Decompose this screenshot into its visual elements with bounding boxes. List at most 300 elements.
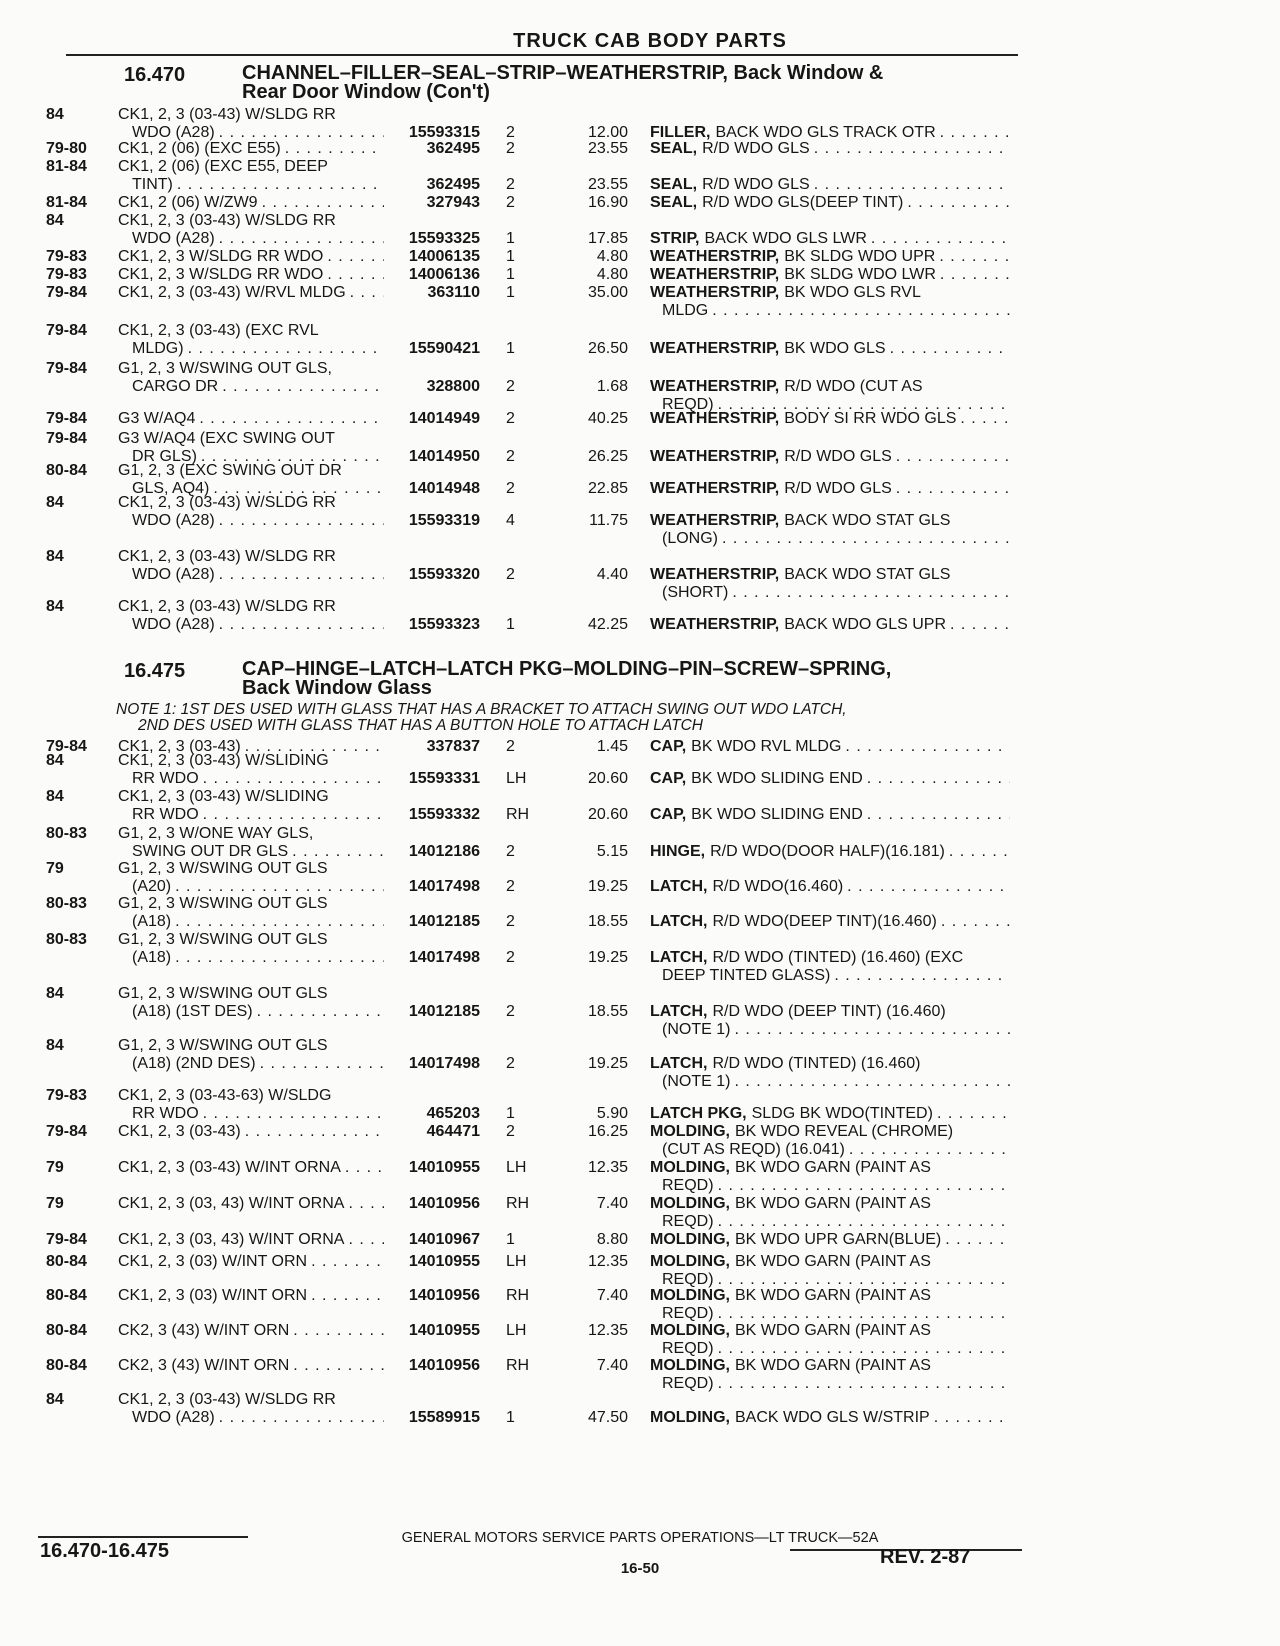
part-name-noun: SEAL,: [650, 176, 698, 193]
part-name-text: (LONG): [662, 530, 718, 547]
part-name-noun: WEATHERSTRIP,: [650, 448, 780, 465]
quantity: 1: [506, 248, 515, 265]
quantity: 1: [506, 1409, 515, 1426]
part-name-noun: MOLDING,: [650, 1231, 730, 1248]
section-number: 16.475: [124, 660, 186, 682]
price: 26.50: [587, 340, 628, 357]
part-name: [650, 248, 1010, 266]
desc-text: MLDG): [132, 340, 184, 357]
name-line: [650, 1253, 1010, 1271]
footer-section-range: 16.470-16.475: [40, 1540, 170, 1562]
leader-dots: [939, 248, 1010, 266]
desc-line: [118, 322, 384, 340]
leader-dots: [814, 140, 1010, 158]
leader-dots: [734, 1021, 1010, 1039]
desc-text: G1, 2, 3 W/SWING OUT GLS: [118, 895, 328, 912]
model-description: [118, 860, 384, 896]
leader-dots: [203, 1105, 384, 1123]
desc-line: [118, 158, 384, 176]
quantity: RH: [506, 806, 530, 823]
desc-line: [118, 843, 384, 861]
quantity: LH: [506, 1253, 527, 1270]
name-line: [650, 949, 1010, 967]
part-name: [650, 1105, 1010, 1123]
name-line: [650, 566, 1010, 584]
leader-dots: [845, 738, 1010, 756]
name-line: [650, 806, 1010, 824]
name-line: [650, 1287, 1010, 1305]
part-name: [650, 1253, 1010, 1289]
section-title-line: Back Window Glass: [242, 677, 432, 699]
part-name-text: MLDG: [662, 302, 709, 319]
price: 40.25: [587, 410, 628, 427]
name-line: [650, 843, 1010, 861]
name-line: [650, 378, 1010, 396]
model-description: [118, 1087, 384, 1123]
leader-dots: [293, 1322, 384, 1340]
part-number: 363110: [427, 284, 480, 301]
part-name-text: BK WDO GARN (PAINT AS: [735, 1253, 931, 1270]
name-line: [650, 1055, 1010, 1073]
model-description: [118, 825, 384, 861]
part-name: [650, 284, 1010, 320]
desc-text: CK1, 2, 3 (03) W/INT ORN: [118, 1253, 308, 1270]
model-description: [118, 1159, 384, 1177]
model-description: [118, 788, 384, 824]
model-year: 79-84: [46, 360, 87, 377]
part-name-text: R/D WDO (CUT AS: [784, 378, 923, 395]
leader-dots: [734, 1073, 1010, 1091]
desc-text: RR WDO: [132, 1105, 199, 1122]
part-number: 464471: [426, 1123, 480, 1140]
price: 12.35: [587, 1322, 628, 1339]
leader-dots: [311, 1253, 384, 1271]
part-number: 14017498: [408, 1055, 480, 1072]
part-name-text: BK WDO UPR GARN(BLUE): [735, 1231, 942, 1248]
part-number: 14014948: [408, 480, 480, 497]
part-name-text: R/D WDO (DEEP TINT) (16.460): [712, 1003, 946, 1020]
desc-line: [118, 598, 384, 616]
part-number: 14010955: [408, 1253, 480, 1270]
model-description: [118, 106, 384, 142]
part-number: 15593319: [408, 512, 480, 529]
name-line: [650, 340, 1010, 358]
leader-dots: [188, 340, 384, 358]
desc-text: CK1, 2, 3 W/SLDG RR WDO: [118, 266, 324, 283]
desc-line: [118, 230, 384, 248]
price: 19.25: [587, 878, 628, 895]
leader-dots: [890, 340, 1010, 358]
name-line: [650, 176, 1010, 194]
part-name-text: REQD): [662, 1213, 714, 1230]
part-number: 362495: [426, 140, 480, 157]
leader-dots: [718, 1177, 1010, 1195]
name-line: [650, 1123, 1010, 1141]
part-name-noun: LATCH,: [650, 1055, 708, 1072]
price: 5.90: [596, 1105, 628, 1122]
leader-dots: [199, 410, 384, 428]
desc-line: [118, 1055, 384, 1073]
name-line: [650, 738, 1010, 756]
name-line: [650, 1213, 1010, 1231]
price: 7.40: [596, 1357, 628, 1374]
quantity: 2: [506, 913, 515, 930]
model-description: [118, 248, 384, 266]
desc-text: CK1, 2, 3 (03-43-63) W/SLDG: [118, 1087, 332, 1104]
part-name: [650, 410, 1010, 428]
part-number: 15593315: [408, 124, 480, 141]
part-number: 15593323: [408, 616, 480, 633]
part-name-noun: MOLDING,: [650, 1357, 730, 1374]
leader-dots: [203, 770, 384, 788]
section-title-line: CAP–HINGE–LATCH–LATCH PKG–MOLDING–PIN–SCREW–SPRING,: [242, 658, 892, 680]
model-description: [118, 548, 384, 584]
part-name-noun: MOLDING,: [650, 1409, 730, 1426]
part-number: 328800: [426, 378, 480, 395]
quantity: 2: [506, 843, 515, 860]
leader-dots: [937, 1105, 1010, 1123]
desc-text: CK1, 2, 3 W/SLDG RR WDO: [118, 248, 324, 265]
quantity: LH: [506, 1159, 527, 1176]
desc-text: DR GLS): [132, 448, 197, 465]
part-number: 14006136: [408, 266, 480, 283]
price: 12.00: [587, 124, 628, 141]
model-description: [118, 266, 384, 284]
desc-line: [118, 284, 384, 302]
model-description: [118, 1231, 384, 1249]
name-line: [650, 878, 1010, 896]
model-description: [118, 1195, 384, 1213]
desc-text: CK1, 2, 3 (03-43) W/RVL MLDG: [118, 284, 346, 301]
desc-line: [118, 340, 384, 358]
desc-line: [118, 462, 384, 480]
model-description: [118, 1123, 384, 1141]
part-name: [650, 806, 1010, 824]
leader-dots: [348, 1231, 384, 1249]
name-line: [650, 1231, 1010, 1249]
model-description: [118, 1287, 384, 1305]
part-name-noun: WEATHERSTRIP,: [650, 266, 780, 283]
leader-dots: [285, 140, 384, 158]
name-line: [650, 1073, 1010, 1091]
part-name-text: DEEP TINTED GLASS): [662, 967, 831, 984]
desc-text: WDO (A28): [132, 566, 215, 583]
name-line: [650, 410, 1010, 428]
desc-text: G1, 2, 3 W/SWING OUT GLS,: [118, 360, 332, 377]
part-name-text: BACK WDO GLS TRACK OTR: [715, 124, 936, 141]
desc-text: CK1, 2, 3 (03-43) W/SLDG RR: [118, 212, 336, 229]
part-name-text: R/D WDO(DEEP TINT)(16.460): [712, 913, 937, 930]
part-name-text: (SHORT): [662, 584, 729, 601]
part-name-text: (NOTE 1): [662, 1073, 731, 1090]
model-year: 80-84: [46, 1253, 87, 1270]
part-name: [650, 1287, 1010, 1323]
quantity: RH: [506, 1357, 530, 1374]
desc-text: CK1, 2, 3 (03-43): [118, 1123, 241, 1140]
leader-dots: [175, 913, 384, 931]
desc-text: G1, 2, 3 W/SWING OUT GLS: [118, 860, 328, 877]
footer-revision: REV. 2-87: [880, 1546, 971, 1568]
name-line: [650, 302, 1010, 320]
quantity: 4: [506, 512, 515, 529]
quantity: 2: [506, 124, 515, 141]
desc-text: CK1, 2 (06) (EXC E55, DEEP: [118, 158, 328, 175]
model-description: [118, 1391, 384, 1427]
part-name-text: BK WDO SLIDING END: [691, 770, 863, 787]
desc-text: CK2, 3 (43) W/INT ORN: [118, 1322, 290, 1339]
desc-text: CK1, 2 (06) W/ZW9: [118, 194, 258, 211]
desc-text: CK1, 2, 3 (03-43) (EXC RVL: [118, 322, 319, 339]
part-number: 15593320: [408, 566, 480, 583]
part-number: 14006135: [408, 248, 480, 265]
quantity: RH: [506, 1287, 530, 1304]
quantity: RH: [506, 1195, 530, 1212]
desc-line: [118, 410, 384, 428]
desc-line: [118, 430, 384, 448]
leader-dots: [907, 194, 1010, 212]
part-name-text: R/D WDO GLS: [784, 448, 892, 465]
leader-dots: [260, 1055, 384, 1073]
desc-line: [118, 752, 384, 770]
part-name: [650, 878, 1010, 896]
model-description: [118, 462, 384, 498]
desc-text: CK1, 2, 3 (03-43) W/SLDG RR: [118, 598, 336, 615]
section-title: [242, 64, 996, 102]
part-name-text: R/D WDO(16.460): [712, 878, 844, 895]
desc-line: [118, 1037, 384, 1055]
part-name-text: R/D WDO (TINTED) (16.460) (EXC: [712, 949, 964, 966]
model-year: 84: [46, 548, 64, 565]
quantity: LH: [506, 770, 527, 787]
desc-text: G1, 2, 3 W/SWING OUT GLS: [118, 1037, 328, 1054]
part-number: 15593332: [408, 806, 480, 823]
price: 12.35: [587, 1253, 628, 1270]
part-number: 15593331: [408, 770, 480, 787]
part-number: 14010967: [408, 1231, 480, 1248]
part-name: [650, 1159, 1010, 1195]
desc-text: RR WDO: [132, 806, 199, 823]
note-line: 2ND DES USED WITH GLASS THAT HAS A BUTTON HOLE TO ATTACH LATCH: [138, 717, 703, 734]
price: 11.75: [589, 512, 628, 529]
part-name-noun: MOLDING,: [650, 1287, 730, 1304]
part-name-text: BK WDO RVL MLDG: [691, 738, 842, 755]
desc-text: G3 W/AQ4: [118, 410, 196, 427]
model-description: [118, 194, 384, 212]
model-year: 84: [46, 1391, 64, 1408]
part-name: [650, 230, 1010, 248]
part-name-noun: WEATHERSTRIP,: [650, 248, 780, 265]
part-name-noun: LATCH,: [650, 878, 708, 895]
name-line: [650, 1177, 1010, 1195]
name-line: [650, 266, 1010, 284]
model-year: 80-83: [46, 931, 87, 948]
model-year: 84: [46, 1037, 64, 1054]
desc-text: CK1, 2, 3 (03-43) W/INT ORNA: [118, 1159, 341, 1176]
desc-text: RR WDO: [132, 770, 199, 787]
part-name-noun: LATCH PKG,: [650, 1105, 747, 1122]
desc-text: (A18) (1ST DES): [132, 1003, 253, 1020]
part-name: [650, 843, 1010, 861]
desc-line: [118, 378, 384, 396]
leader-dots: [896, 480, 1010, 498]
desc-line: [118, 1253, 384, 1271]
desc-text: (A18) (2ND DES): [132, 1055, 256, 1072]
part-name-text: BACK WDO GLS UPR: [784, 616, 947, 633]
price: 47.50: [587, 1409, 628, 1426]
leader-dots: [293, 1357, 384, 1375]
page-title: TRUCK CAB BODY PARTS: [513, 30, 787, 52]
model-year: 84: [46, 494, 64, 511]
desc-line: [118, 1087, 384, 1105]
desc-text: WDO (A28): [132, 230, 215, 247]
part-name: [650, 378, 1010, 414]
part-name-noun: SEAL,: [650, 194, 698, 211]
name-line: [650, 140, 1010, 158]
part-name-text: REQD): [662, 1177, 714, 1194]
desc-text: (A18): [132, 949, 172, 966]
model-year: 80-84: [46, 1357, 87, 1374]
model-year: 81-84: [46, 158, 87, 175]
part-name-noun: WEATHERSTRIP,: [650, 480, 780, 497]
part-name: [650, 566, 1010, 602]
price: 22.85: [587, 480, 628, 497]
part-name-text: R/D WDO(DOOR HALF)(16.181): [710, 843, 945, 860]
part-number: 14014949: [408, 410, 480, 427]
model-year: 79: [46, 1195, 64, 1212]
part-name-text: REQD): [662, 1375, 714, 1392]
model-year: 80-84: [46, 1322, 87, 1339]
part-name: [650, 194, 1010, 212]
name-line: [650, 194, 1010, 212]
model-description: [118, 752, 384, 788]
desc-line: [118, 788, 384, 806]
name-line: [650, 448, 1010, 466]
model-year: 79-83: [46, 248, 87, 265]
part-name-text: R/D WDO GLS(DEEP TINT): [702, 194, 904, 211]
name-line: [650, 1195, 1010, 1213]
model-year: 84: [46, 788, 64, 805]
desc-text: WDO (A28): [132, 512, 215, 529]
model-description: [118, 895, 384, 931]
price: 20.60: [587, 806, 628, 823]
part-name-text: REQD): [662, 1271, 714, 1288]
desc-line: [118, 1195, 384, 1213]
name-line: [650, 1357, 1010, 1375]
section-header: [116, 64, 996, 102]
model-description: [118, 1322, 384, 1340]
desc-line: [118, 512, 384, 530]
part-name-noun: LATCH,: [650, 1003, 708, 1020]
model-description: [118, 430, 384, 466]
model-description: [118, 985, 384, 1021]
desc-text: WDO (A28): [132, 1409, 215, 1426]
quantity: 2: [506, 1123, 515, 1140]
part-name: [650, 448, 1010, 466]
leader-dots: [867, 770, 1010, 788]
price: 19.25: [587, 1055, 628, 1072]
model-year: 84: [46, 598, 64, 615]
part-name-noun: HINGE,: [650, 843, 706, 860]
quantity: 2: [506, 448, 515, 465]
name-line: [650, 770, 1010, 788]
part-name-noun: WEATHERSTRIP,: [650, 340, 780, 357]
part-number: 15590421: [408, 340, 480, 357]
model-year: 79-84: [46, 430, 87, 447]
model-year: 79-84: [46, 284, 87, 301]
part-name-noun: WEATHERSTRIP,: [650, 284, 780, 301]
part-number: 14017498: [408, 878, 480, 895]
desc-text: G1, 2, 3 W/ONE WAY GLS,: [118, 825, 314, 842]
desc-line: [118, 140, 384, 158]
model-year: 80-84: [46, 462, 87, 479]
part-name: [650, 1357, 1010, 1393]
leader-dots: [718, 1213, 1010, 1231]
price: 7.40: [596, 1287, 628, 1304]
name-line: [650, 584, 1010, 602]
part-name: [650, 1195, 1010, 1231]
part-name: [650, 480, 1010, 498]
part-number: 465203: [426, 1105, 480, 1122]
desc-line: [118, 1391, 384, 1409]
quantity: 1: [506, 230, 515, 247]
part-name-text: R/D WDO GLS: [702, 140, 810, 157]
desc-text: CK1, 2, 3 (03-43) W/SLIDING: [118, 752, 329, 769]
leader-dots: [867, 806, 1010, 824]
desc-line: [118, 1159, 384, 1177]
part-name-text: BK WDO GARN (PAINT AS: [735, 1287, 931, 1304]
leader-dots: [175, 949, 384, 967]
name-line: [650, 913, 1010, 931]
model-year: 80-84: [46, 1287, 87, 1304]
price: 4.80: [596, 248, 628, 265]
part-name-text: BK SLDG WDO LWR: [784, 266, 936, 283]
note: [116, 702, 996, 734]
part-number: 14010955: [408, 1159, 480, 1176]
part-number: 14014950: [408, 448, 480, 465]
desc-line: [118, 931, 384, 949]
model-year: 84: [46, 985, 64, 1002]
part-name-noun: LATCH,: [650, 949, 708, 966]
top-rule: [66, 54, 1018, 56]
model-description: [118, 1253, 384, 1271]
part-number: 15593325: [408, 230, 480, 247]
model-year: 84: [46, 106, 64, 123]
price: 1.45: [596, 738, 628, 755]
part-name-text: REQD): [662, 1340, 714, 1357]
quantity: 2: [506, 738, 515, 755]
desc-text: G1, 2, 3 W/SWING OUT GLS: [118, 931, 328, 948]
model-year: 79-84: [46, 410, 87, 427]
part-name-text: BACK WDO STAT GLS: [784, 566, 951, 583]
leader-dots: [945, 1231, 1010, 1249]
part-name-text: R/D WDO (TINTED) (16.460): [712, 1055, 921, 1072]
part-name-noun: WEATHERSTRIP,: [650, 410, 780, 427]
name-line: [650, 248, 1010, 266]
part-name: [650, 512, 1010, 548]
desc-text: CK1, 2, 3 (03-43) W/SLDG RR: [118, 548, 336, 565]
part-name-text: BODY SI RR WDO GLS: [784, 410, 957, 427]
quantity: 1: [506, 1105, 515, 1122]
part-name-noun: WEATHERSTRIP,: [650, 378, 780, 395]
desc-text: CK2, 3 (43) W/INT ORN: [118, 1357, 290, 1374]
leader-dots: [934, 1409, 1010, 1427]
model-description: [118, 284, 384, 302]
part-number: 14017498: [408, 949, 480, 966]
leader-dots: [722, 530, 1010, 548]
price: 16.90: [587, 194, 628, 211]
part-name-noun: STRIP,: [650, 230, 700, 247]
price: 19.25: [587, 949, 628, 966]
